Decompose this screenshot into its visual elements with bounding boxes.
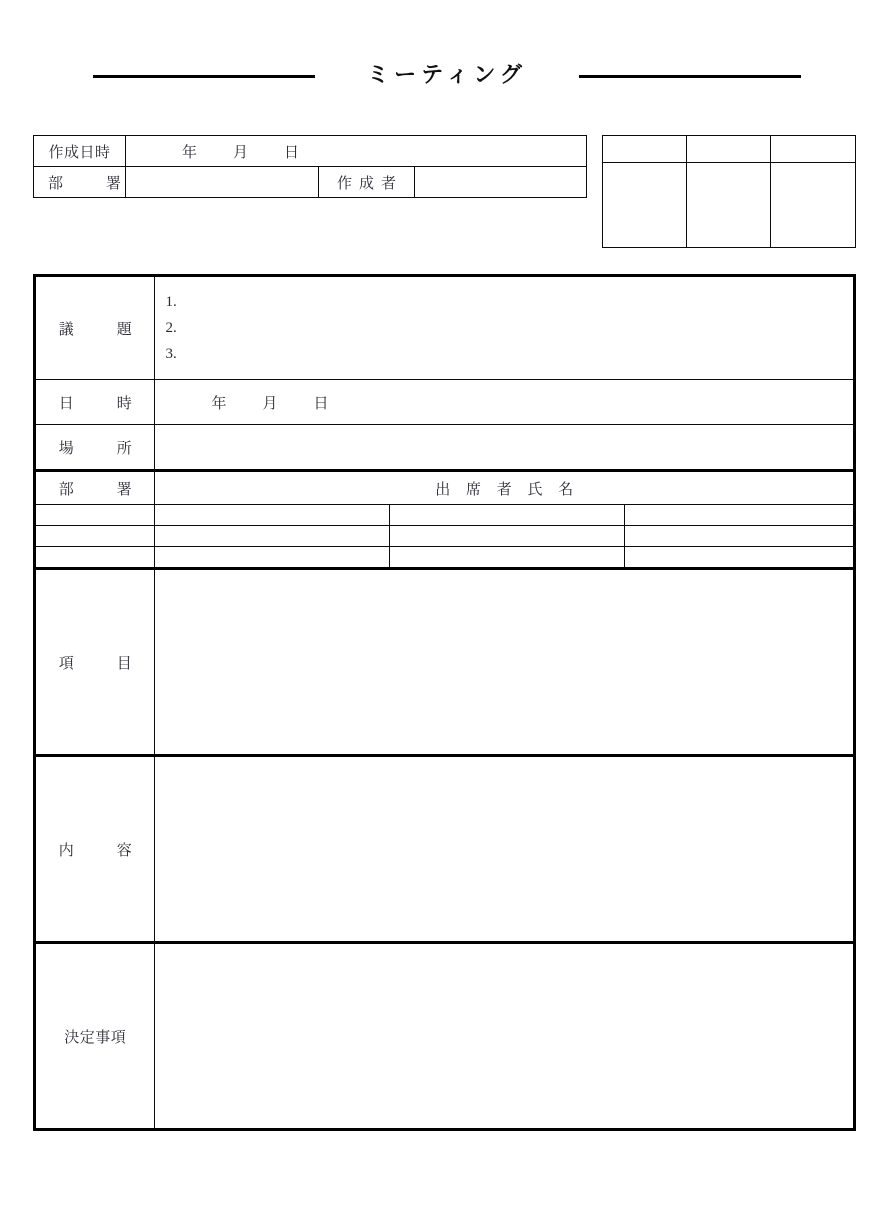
approval-stamp-title-2[interactable]: [687, 136, 771, 163]
attendee-name-3-2[interactable]: [390, 547, 625, 569]
attendee-name-3-1[interactable]: [155, 547, 390, 569]
created-at-day-label: 日: [284, 144, 302, 161]
title-rule-left: [93, 75, 315, 78]
page-title: ミーティング: [367, 63, 527, 88]
row-location: [35, 425, 855, 471]
decisions-label: 決定事項: [35, 943, 155, 1130]
decisions-input[interactable]: [155, 943, 855, 1130]
location-input[interactable]: [155, 425, 855, 471]
title-rule-right: [579, 75, 801, 78]
agenda-item-2: 2.: [165, 320, 177, 336]
author-input[interactable]: [415, 167, 587, 198]
attendee-name-3-3[interactable]: [625, 547, 855, 569]
approval-stamp-seal-1[interactable]: [603, 163, 687, 248]
created-at-label: 作成日時: [34, 136, 126, 167]
content-input[interactable]: [155, 756, 855, 943]
row-content: [35, 756, 855, 943]
meeting-minutes-table: [33, 274, 856, 1131]
approval-stamp-title-row: [603, 136, 856, 163]
attendee-name-2-1[interactable]: [155, 526, 390, 547]
attendee-name-2-2[interactable]: [390, 526, 625, 547]
created-at-date-field[interactable]: [126, 136, 587, 167]
attendees-names-label: 出 席 者 氏 名: [155, 471, 855, 505]
document-title-band: [0, 56, 894, 96]
approval-stamp-seal-row: [603, 163, 856, 248]
datetime-year-label: 年: [211, 395, 229, 412]
approval-stamp-seal-3[interactable]: [771, 163, 856, 248]
agenda-item-1: 1.: [165, 294, 177, 310]
datetime-day-label: 日: [313, 395, 331, 412]
department-input[interactable]: [126, 167, 319, 198]
row-decisions: [35, 943, 855, 1130]
agenda-label: 議 題: [35, 276, 155, 380]
table-row: [35, 547, 855, 569]
author-label: 作成者: [319, 167, 415, 198]
document-header-table: [33, 135, 587, 198]
datetime-input[interactable]: [155, 380, 855, 425]
row-agenda: [35, 276, 855, 380]
attendees-dept-label: 部 署: [35, 471, 155, 505]
approval-stamp-title-1[interactable]: [603, 136, 687, 163]
content-label: 内 容: [35, 756, 155, 943]
approval-stamp-box: [602, 135, 856, 248]
attendee-dept-2[interactable]: [35, 526, 155, 547]
table-row: [35, 505, 855, 526]
items-input[interactable]: [155, 569, 855, 756]
datetime-label: 日 時: [35, 380, 155, 425]
location-label: 場 所: [35, 425, 155, 471]
row-datetime: [35, 380, 855, 425]
header-row-created-at: [34, 136, 587, 167]
agenda-item-3: 3.: [165, 346, 177, 362]
agenda-input[interactable]: [155, 276, 855, 380]
created-at-month-label: 月: [233, 144, 251, 161]
attendee-name-1-1[interactable]: [155, 505, 390, 526]
attendee-name-2-3[interactable]: [625, 526, 855, 547]
approval-stamp-title-3[interactable]: [771, 136, 856, 163]
created-at-year-label: 年: [182, 144, 200, 161]
attendee-name-1-3[interactable]: [625, 505, 855, 526]
department-label: 部 署: [34, 167, 126, 198]
approval-stamp-seal-2[interactable]: [687, 163, 771, 248]
datetime-month-label: 月: [262, 395, 280, 412]
attendee-dept-1[interactable]: [35, 505, 155, 526]
row-items: [35, 569, 855, 756]
items-label: 項 目: [35, 569, 155, 756]
row-attendees-header: [35, 471, 855, 505]
attendee-name-1-2[interactable]: [390, 505, 625, 526]
attendee-dept-3[interactable]: [35, 547, 155, 569]
header-row-department: [34, 167, 587, 198]
table-row: [35, 526, 855, 547]
